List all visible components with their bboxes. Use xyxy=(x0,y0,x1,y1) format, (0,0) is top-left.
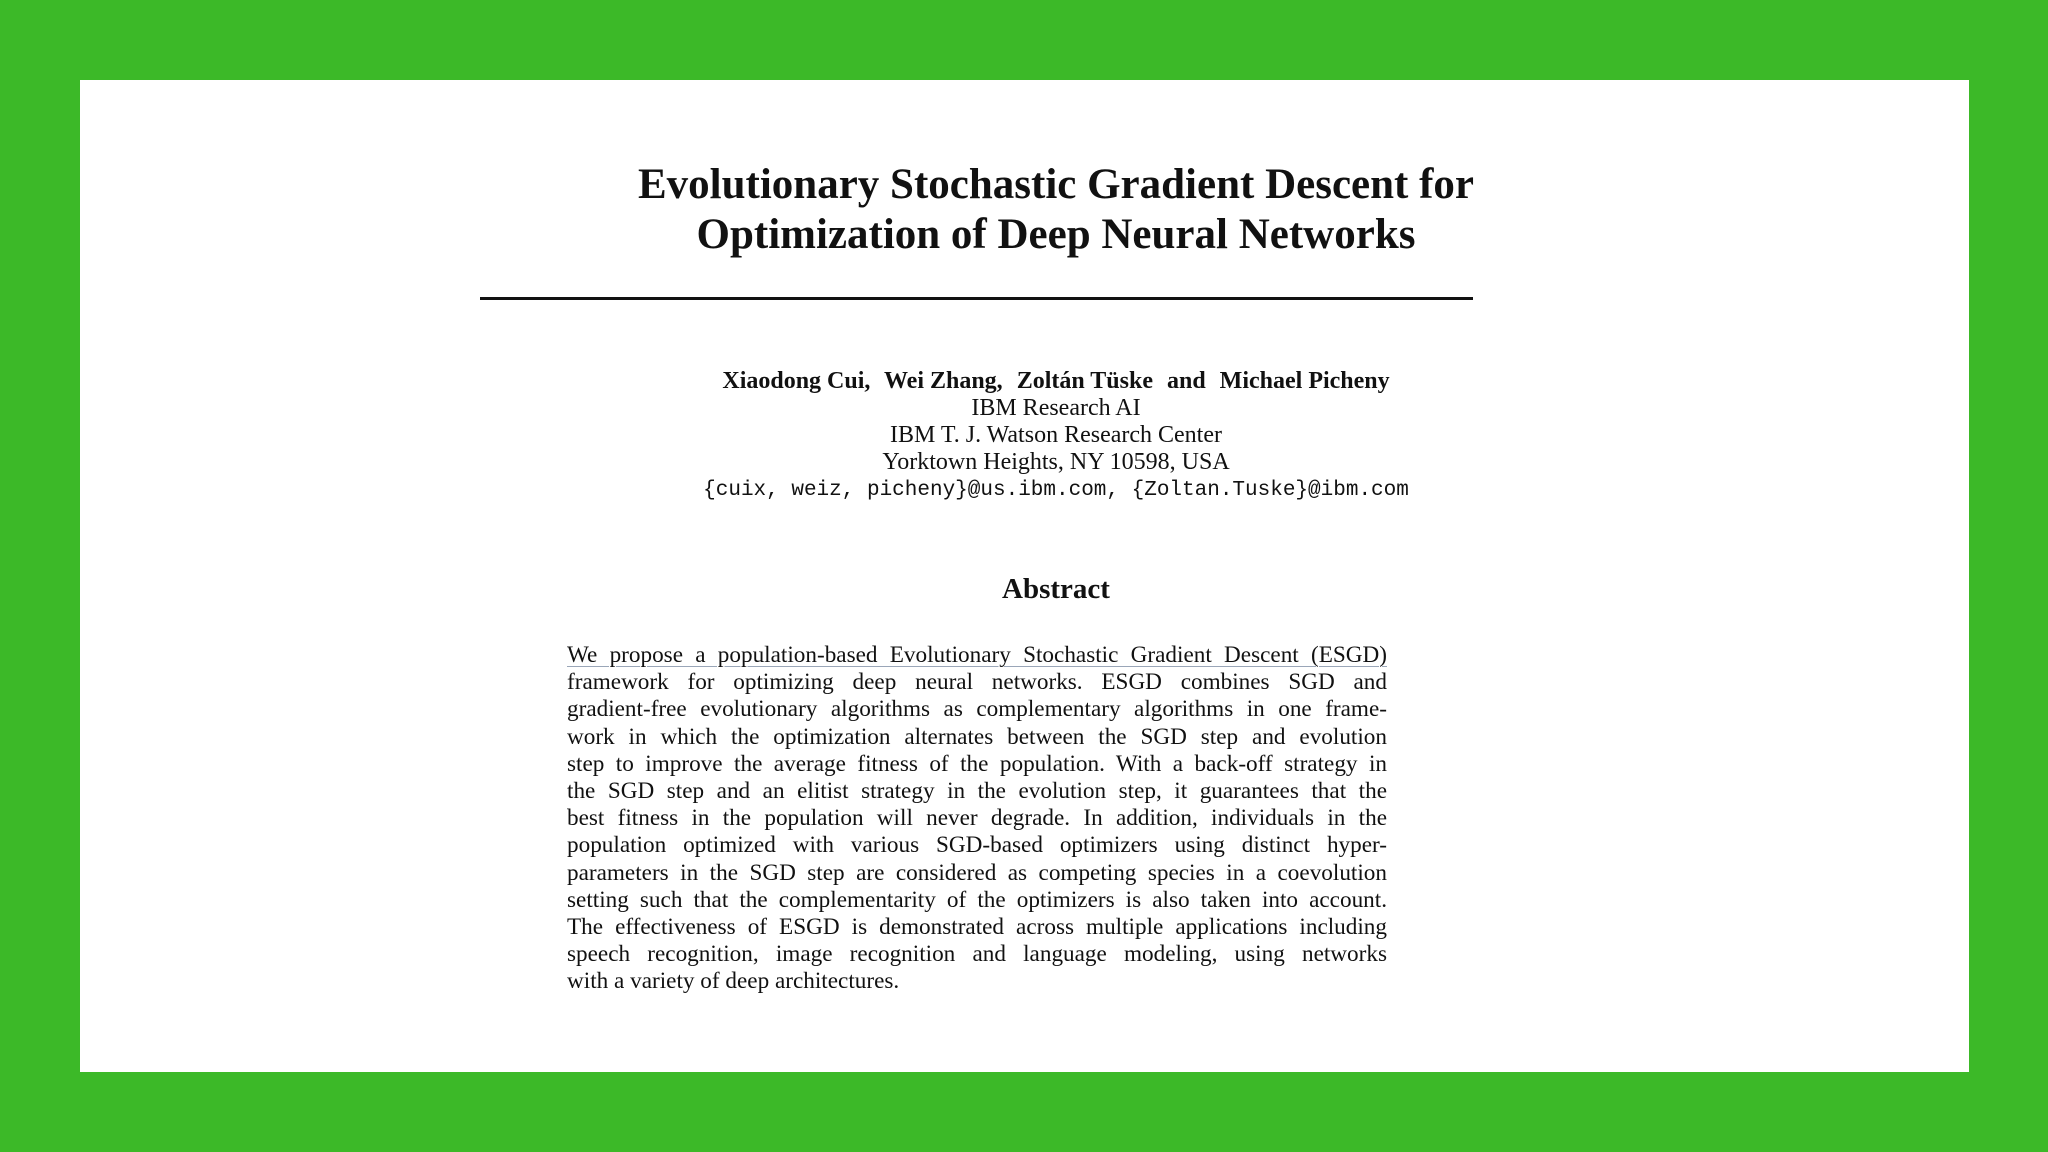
abstract-line: with a variety of deep architectures. xyxy=(567,968,900,995)
author-conjunction: and xyxy=(1166,368,1206,394)
abstract-line: parameters in the SGD step are considered as competing species in a coevolution xyxy=(567,859,1387,886)
author-list xyxy=(80,367,2032,395)
affiliation-line: Yorktown Heights, NY 10598, USA xyxy=(882,449,1230,475)
abstract-body xyxy=(567,642,1387,995)
title-line-1: Evolutionary Stochastic Gradient Descent for xyxy=(637,161,1475,208)
title-line-2: Optimization of Deep Neural Networks xyxy=(696,211,1416,258)
abstract-line: best fitness in the population will never degrade. In addition, individuals in the xyxy=(567,805,1387,832)
abstract-line: work in which the optimization alternates between the SGD step and evolution xyxy=(567,723,1387,750)
abstract-line: setting such that the complementarity of the optimizers is also taken into account. xyxy=(567,886,1387,913)
paper-page xyxy=(80,80,1969,1072)
author-block xyxy=(80,367,2032,506)
author-emails: {cuix, weiz, picheny}@us.ibm.com, {Zoltan.Tuske}@ibm.com xyxy=(703,479,1409,502)
abstract-heading: Abstract xyxy=(1002,573,1110,605)
title-divider xyxy=(480,297,1473,300)
abstract-line: the SGD step and an elitist strategy in the evolution step, it guarantees that the xyxy=(567,777,1387,804)
author-name: Michael Picheny xyxy=(1219,368,1390,394)
abstract-line: We propose a population-based Evolutionary Stochastic Gradient Descent (ESGD) xyxy=(567,642,1387,668)
abstract-line: population optimized with various SGD-based optimizers using distinct hyper- xyxy=(567,832,1387,859)
affiliation-line: IBM T. J. Watson Research Center xyxy=(889,422,1222,448)
abstract-line: gradient-free evolutionary algorithms as complementary algorithms in one frame- xyxy=(567,696,1387,723)
abstract-line: The effectiveness of ESGD is demonstrated across multiple applications including xyxy=(567,913,1387,940)
abstract-line: speech recognition, image recognition and language modeling, using networks xyxy=(567,941,1387,968)
affiliation-line: IBM Research AI xyxy=(971,395,1141,421)
abstract-line: framework for optimizing deep neural networks. ESGD combines SGD and xyxy=(567,669,1387,696)
author-name: Xiaodong Cui, xyxy=(722,368,871,394)
author-name: Zoltán Tüske xyxy=(1016,368,1153,394)
paper-title xyxy=(80,160,2032,260)
author-name: Wei Zhang, xyxy=(883,368,1003,394)
abstract-line: step to improve the average fitness of the population. With a back-off strategy in xyxy=(567,750,1387,777)
